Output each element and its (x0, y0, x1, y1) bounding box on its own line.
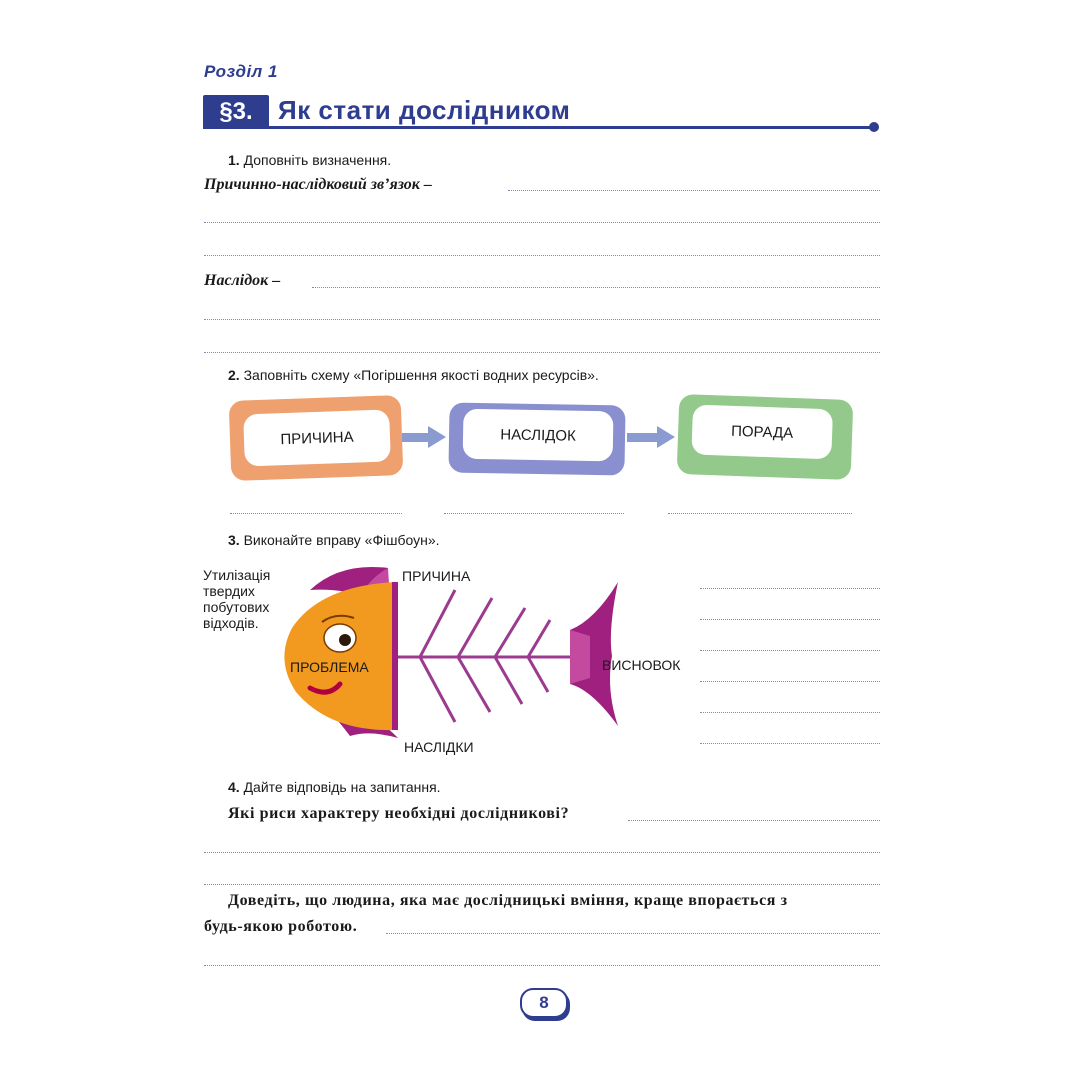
answer-line[interactable] (204, 965, 880, 966)
fishbone-rib (495, 657, 522, 704)
task1-term2: Наслідок – (204, 272, 281, 289)
answer-line[interactable] (312, 287, 880, 288)
task4-question1: Які риси характеру необхідні дослідникові? (228, 805, 570, 822)
answer-line[interactable] (204, 255, 880, 256)
scheme-arrow-shaft (402, 433, 428, 442)
fish-head (284, 582, 395, 730)
task1-term1: Причинно-наслідковий зв’язок – (204, 176, 432, 193)
answer-line[interactable] (204, 352, 880, 353)
answer-line[interactable] (230, 513, 402, 514)
task3-number: 3. (228, 532, 240, 548)
scheme-box-effect-label: НАСЛІДОК (463, 409, 614, 462)
page-number: 8 (520, 988, 568, 1018)
answer-line[interactable] (204, 852, 880, 853)
answer-line[interactable] (204, 222, 880, 223)
task1-heading (228, 152, 391, 168)
task4-heading (228, 779, 441, 795)
task4-question2-line1: Доведіть, що людина, яка має дослідницькі вміння, краще впорається з (228, 892, 788, 909)
answer-line[interactable] (700, 681, 880, 682)
answer-line[interactable] (700, 588, 880, 589)
arrow-right-icon (428, 426, 446, 448)
task4-number: 4. (228, 779, 240, 795)
paragraph-title: Як стати дослідником (278, 95, 571, 125)
title-underline (203, 126, 875, 129)
fish-tail-base (570, 630, 590, 684)
fishbone-rib (420, 590, 455, 657)
answer-line[interactable] (700, 743, 880, 744)
answer-line[interactable] (386, 933, 880, 934)
task3-instruction: Виконайте вправу «Фішбоун». (243, 532, 440, 548)
fishbone-problem-label: ПРОБЛЕМА (290, 659, 369, 675)
fishbone-side-note: Утилізація твердих побутових відходів. (203, 567, 271, 631)
scheme-box-effect (448, 402, 625, 475)
answer-line[interactable] (700, 619, 880, 620)
section-label: Розділ 1 (204, 62, 278, 81)
answer-line[interactable] (628, 820, 880, 821)
task4-instruction: Дайте відповідь на запитання. (243, 779, 441, 795)
answer-line[interactable] (700, 712, 880, 713)
answer-line[interactable] (508, 190, 880, 191)
task1-number: 1. (228, 152, 240, 168)
fishbone-rib (528, 620, 550, 657)
fishbone-conclusion-label: ВИСНОВОК (602, 657, 681, 673)
fishbone-rib (458, 657, 490, 712)
scheme-box-cause (229, 395, 404, 481)
fishbone-rib (420, 657, 455, 722)
answer-line[interactable] (204, 884, 880, 885)
fishbone-diagram (270, 560, 630, 750)
arrow-right-icon (657, 426, 675, 448)
scheme-box-advice-label: ПОРАДА (691, 404, 833, 459)
task1-instruction: Доповніть визначення. (243, 152, 392, 168)
fishbone-consequences-label: НАСЛІДКИ (404, 739, 474, 755)
answer-line[interactable] (204, 319, 880, 320)
task2-number: 2. (228, 367, 240, 383)
answer-line[interactable] (444, 513, 624, 514)
fishbone-rib (458, 598, 492, 657)
title-underline-dot (869, 122, 879, 132)
fishbone-cause-label: ПРИЧИНА (402, 568, 471, 584)
answer-line[interactable] (700, 650, 880, 651)
answer-line[interactable] (668, 513, 852, 514)
fishbone-rib (528, 657, 548, 692)
fishbone-rib (495, 608, 525, 657)
task4-question2-line2: будь-якою роботою. (204, 918, 358, 935)
paragraph-number-badge: §3. (203, 95, 269, 129)
scheme-box-cause-label: ПРИЧИНА (243, 409, 391, 466)
scheme-box-advice (677, 394, 854, 480)
scheme-arrow-shaft (627, 433, 657, 442)
task3-heading (228, 532, 440, 548)
task2-heading (228, 367, 599, 383)
fish-pupil (339, 634, 351, 646)
task2-instruction: Заповніть схему «Погіршення якості водних ресурсів». (243, 367, 599, 383)
